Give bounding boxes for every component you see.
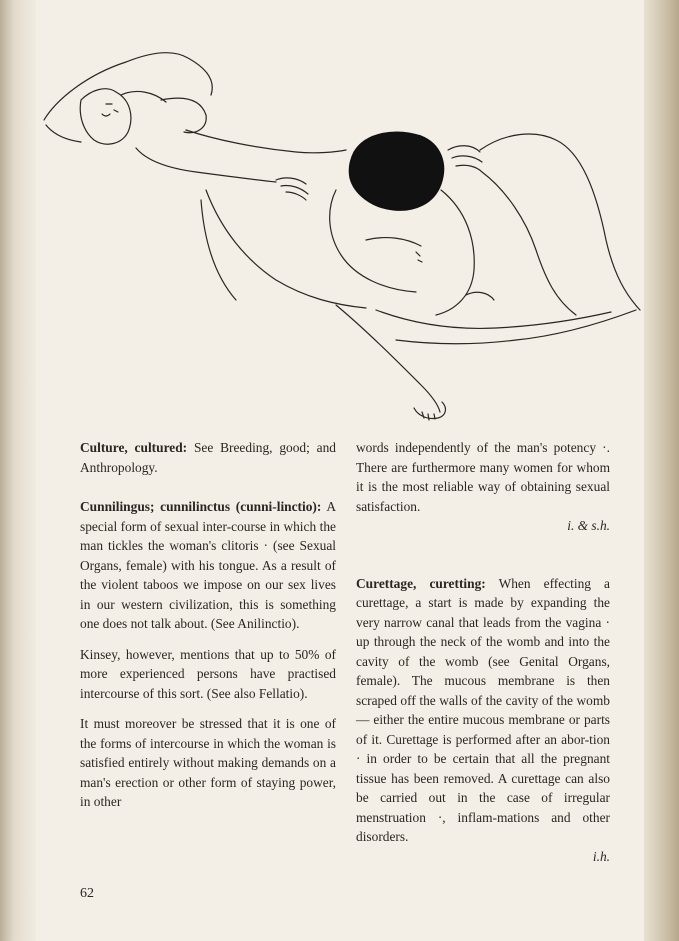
entry-term: Cunnilingus; cunnilinctus (cunni-linctio):	[80, 499, 322, 514]
author-initials: i.h.	[592, 848, 610, 864]
entry-text: See Breeding, good; and Anthropology.	[80, 440, 336, 475]
line-drawing-two-figures	[36, 40, 644, 425]
entry-text: A special form of sexual inter-course in which the man tickles the woman's clitoris · (see Sexual Organs, female) with his tongue. As a result of the violent taboos we impose on our sex lives in our western civilization, this is something one does not talk about. (See Anilinctio).	[80, 499, 336, 631]
entry-culture	[80, 438, 336, 477]
entry-term: Curettage, curetting:	[356, 575, 486, 591]
right-column	[356, 438, 610, 866]
entry-text: When effecting a curettage, a start is made by expanding the very narrow canal that leads from the vagina · up through the neck of the womb and into the cavity of the womb (see Genital Organs, female). The mucous membrane is then scraped off the walls of the cavity of the womb — either the entire mucous membrane or parts of it. Curettage is performed after an abor-tion · in order to be certain that all the pregnant tissue has been removed. A curettage can also be carried out in the case of irregular menstruation ·, inflam-mations and other disorders.	[356, 575, 610, 844]
entry-cunnilingus	[80, 497, 336, 634]
page-number: 62	[80, 886, 94, 901]
book-gutter	[0, 0, 36, 941]
author-initials: i. & s.h.	[567, 518, 610, 533]
left-column	[80, 438, 336, 812]
entry-curettage	[356, 574, 610, 847]
next-page-edge	[644, 0, 679, 941]
entry-paragraph: It must moreover be stressed that it is one of the forms of intercourse in which the woman is satisfied entirely without making demands on a man's erection or other form of staying power, in other	[80, 716, 336, 809]
entry-continuation: words independently of the man's potency ·. There are furthermore many women for whom it is the most reliable way of obtaining sexual satisfaction.	[356, 440, 610, 514]
entry-paragraph: Kinsey, however, mentions that up to 50% of more experienced persons have practised intercourse of this sort. (See also Fellatio).	[80, 646, 336, 701]
entry-term: Culture, cultured:	[80, 440, 188, 455]
